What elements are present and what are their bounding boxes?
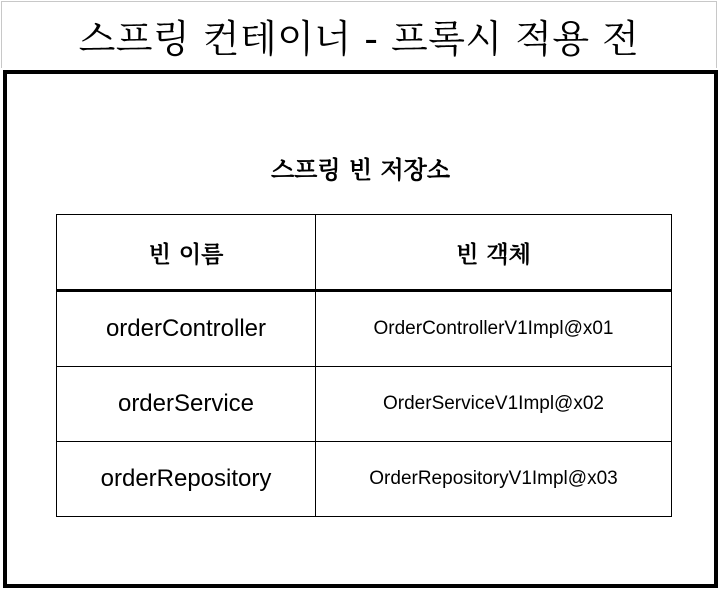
table-row [57,291,672,367]
table-header-row [57,215,672,291]
bean-name-cell: orderService [57,367,316,442]
bean-object-cell: OrderRepositoryV1Impl@x03 [316,442,672,517]
header-bean-name: 빈 이름 [57,215,316,291]
bean-name-cell: orderController [57,291,316,367]
bean-name-cell: orderRepository [57,442,316,517]
bean-repository-title: 스프링 빈 저장소 [271,156,450,184]
title-bar [1,1,717,68]
table-row [57,442,672,517]
page-title: 스프링 컨테이너 - 프록시 적용 전 [78,16,640,61]
bean-object-cell: OrderControllerV1Impl@x01 [316,291,672,367]
bean-object-cell: OrderServiceV1Impl@x02 [316,367,672,442]
spring-container [3,70,718,588]
bean-table [56,214,672,517]
table-row [57,367,672,442]
header-bean-object: 빈 객체 [316,215,672,291]
